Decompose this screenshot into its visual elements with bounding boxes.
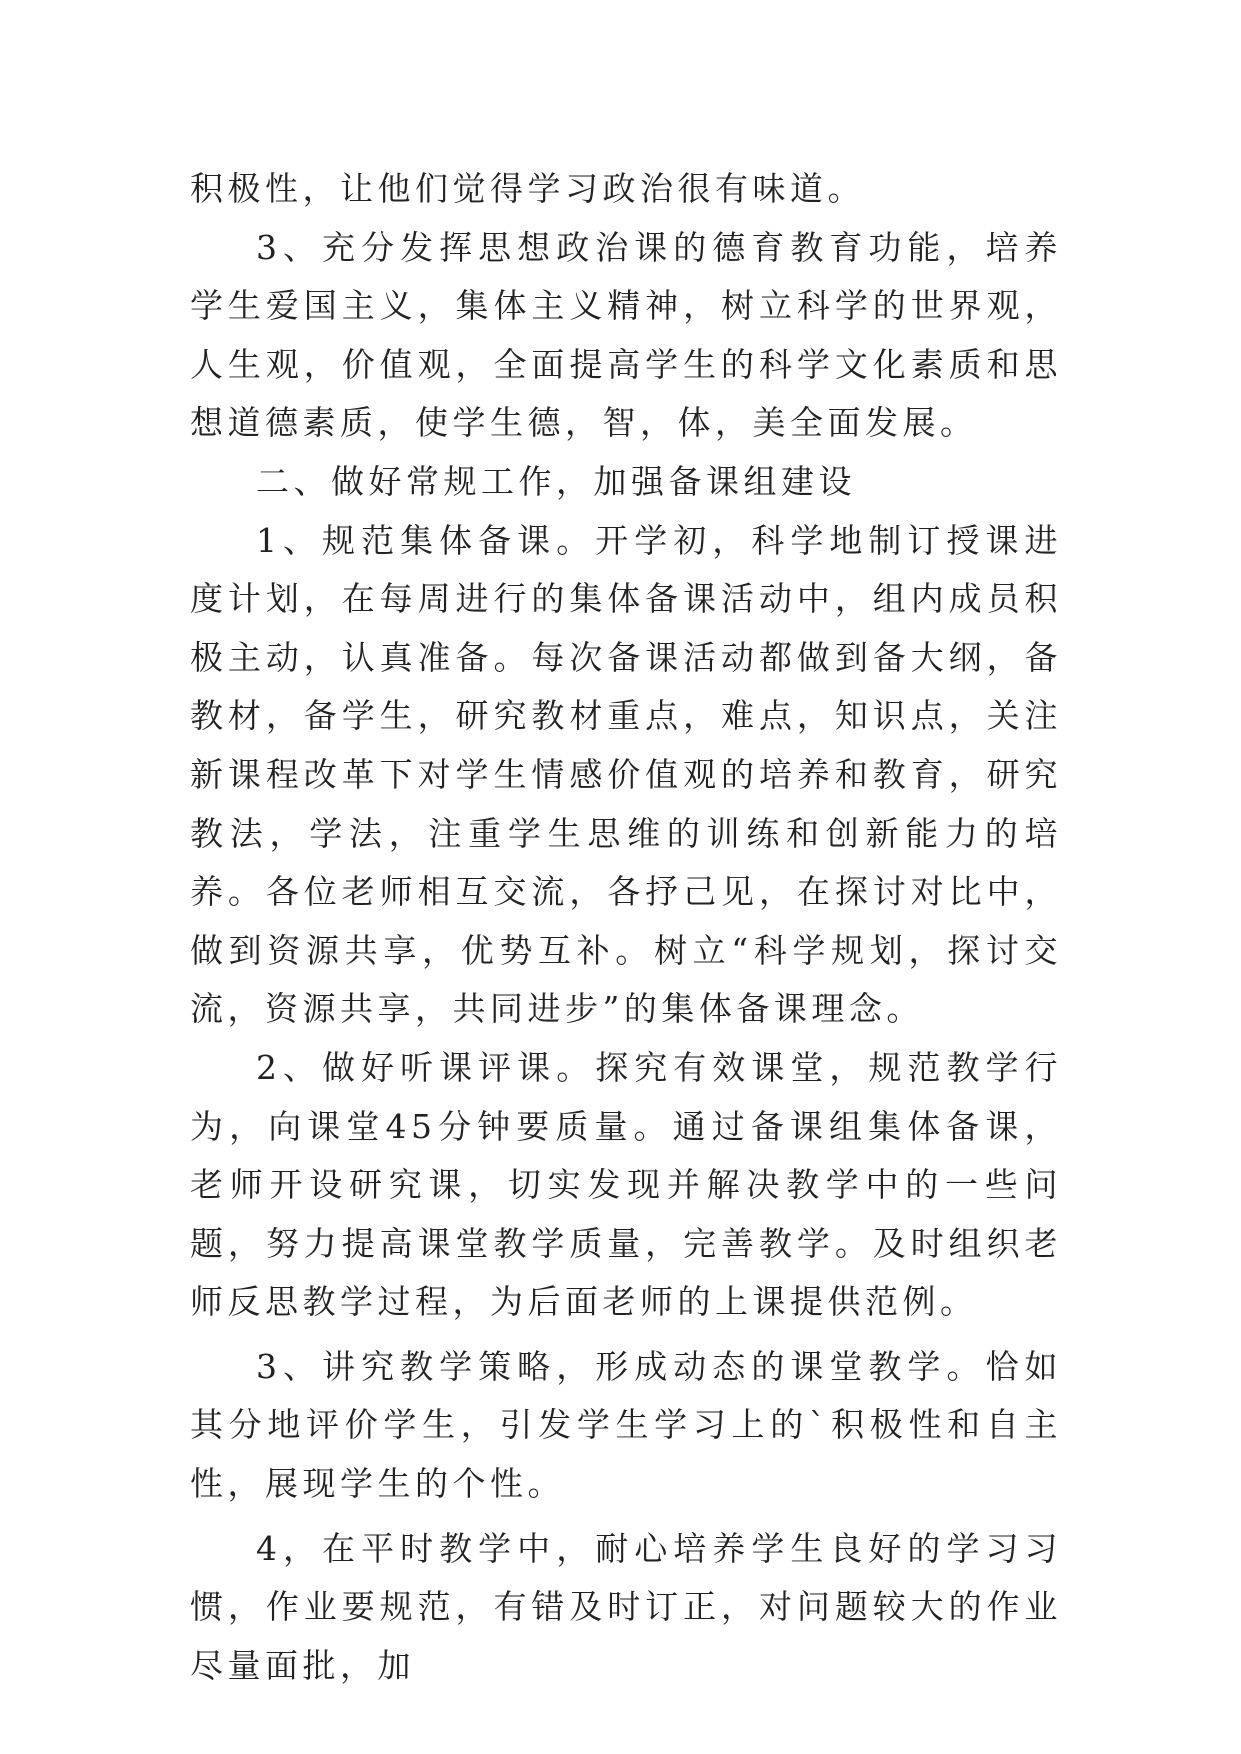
document-body [190,160,1062,1695]
paragraph-point-3-teaching-strategy: 3、讲究教学策略，形成动态的课堂教学。恰如其分地评价学生，引发学生学习上的`积极性和自主性，展现学生的个性。 [190,1346,1062,1504]
paragraph-continuation: 积极性，让他们觉得学习政治很有味道。 [190,169,865,208]
paragraph-point-2-lesson-observation: 2、做好听课评课。探究有效课堂，规范教学行为，向课堂45分钟要质量。通过备课组集体备课，老师开设研究课，切实发现并解决教学中的一些问题，努力提高课堂教学质量，完善教学。及时组织老师反思教学过程，为后面老师的上课提供范例。 [190,1047,1062,1322]
section-heading-routine-work: 二、做好常规工作，加强备课组建设 [256,461,856,501]
paragraph-point-4-study-habits: 4，在平时教学中，耐心培养学生良好的学习习惯，作业要规范，有错及时订正，对问题较大的作业尽量面批，加 [190,1528,1062,1685]
paragraph-point-3-moral-education: 3、充分发挥思想政治课的德育教育功能，培养学生爱国主义，集体主义精神，树立科学的世界观，人生观，价值观，全面提高学生的科学文化素质和思想道德素质，使学生德，智，体，美全面发展。 [190,227,1062,443]
paragraph-point-1-collective-lesson-prep: 1、规范集体备课。开学初，科学地制订授课进度计划，在每周进行的集体备课活动中，组内成员积极主动，认真准备。每次备课活动都做到备大纲，备教材，备学生，研究教材重点，难点，知识点，关注新课程改革下对学生情感价值观的培养和教育，研究教法，学法，注重学生思维的训练和创新能力的培养。各位老师相互交流，各抒己见，在探讨对比中，做到资源共享，优势互补。树立“科学规划，探讨交流，资源共享，共同进步”的集体备课理念。 [190,520,1062,1029]
